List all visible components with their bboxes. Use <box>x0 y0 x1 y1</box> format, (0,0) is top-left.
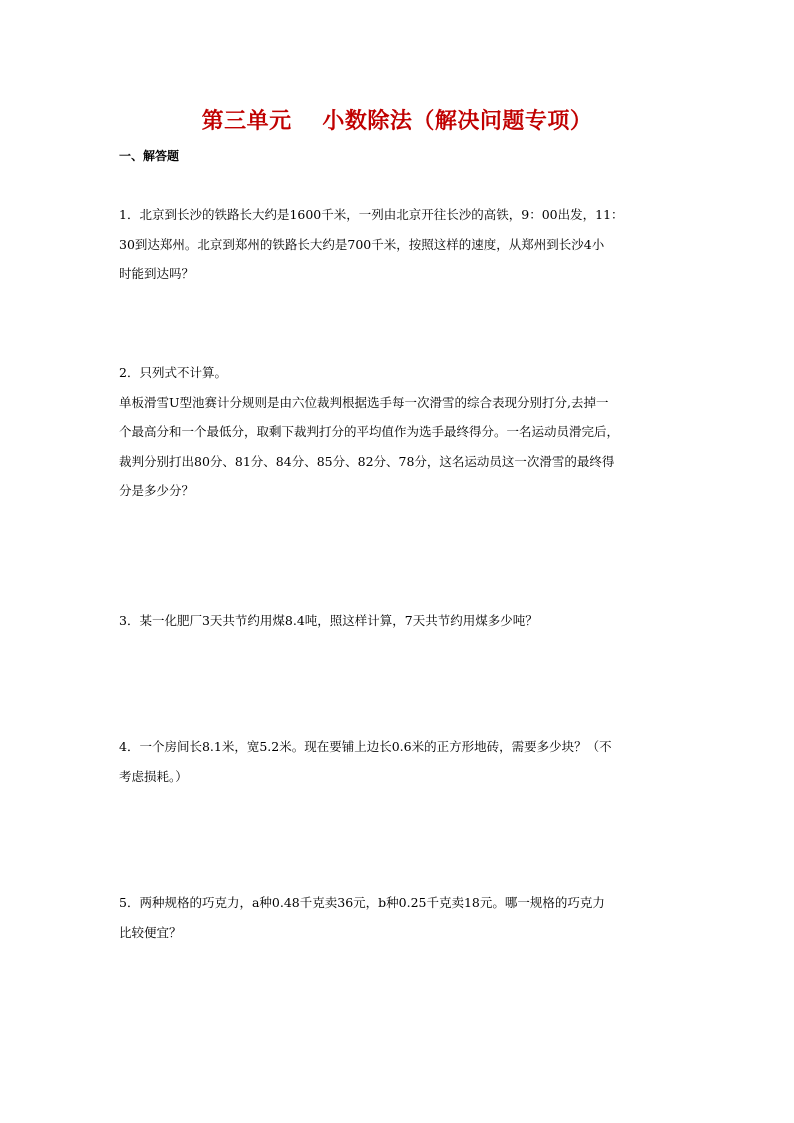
question-line: 分是多少分？ <box>119 483 195 498</box>
question-line: 2．只列式不计算。 <box>119 365 227 380</box>
question-line: 单板滑雪U型池赛计分规则是由六位裁判根据选手每一次滑雪的综合表现分别打分,去掉一 <box>119 394 609 410</box>
question-line: 5．两种规格的巧克力，a种0.48千克卖36元，b种0.25千克卖18元。哪一规格的巧克力 <box>119 895 605 910</box>
question-2 <box>119 358 679 506</box>
question-1 <box>119 200 679 289</box>
question-3 <box>119 606 679 636</box>
section-heading: 一、解答题 <box>119 149 180 163</box>
question-line: 30到达郑州。北京到郑州的铁路长大约是700千米，按照这样的速度，从郑州到长沙4小 <box>119 236 605 252</box>
question-line: 裁判分别打出80分、81分、84分、85分、82分、78分，这名运动员这一次滑雪的最终得 <box>119 453 615 469</box>
question-line: 比较便宜？ <box>119 924 182 940</box>
question-5 <box>119 888 679 947</box>
question-line: 考虑损耗。） <box>119 768 188 784</box>
page-title: 第三单元 小数除法（解决问题专项） <box>201 108 593 134</box>
question-line: 3．某一化肥厂3天共节约用煤8.4吨，照这样计算，7天共节约用煤多少吨？ <box>119 613 538 628</box>
question-line: 1．北京到长沙的铁路长大约是1600千米，一列由北京开往长沙的高铁，9：00出发，11： <box>119 207 624 222</box>
question-line: 4．一个房间长8.1米，宽5.2米。现在要铺上边长0.6米的正方形地砖，需要多少块？（不 <box>119 739 612 754</box>
question-line: 时能到达吗？ <box>119 266 195 281</box>
question-line: 个最高分和一个最低分，取剩下裁判打分的平均值作为选手最终得分。一名运动员滑完后， <box>119 424 620 439</box>
question-4 <box>119 732 679 791</box>
